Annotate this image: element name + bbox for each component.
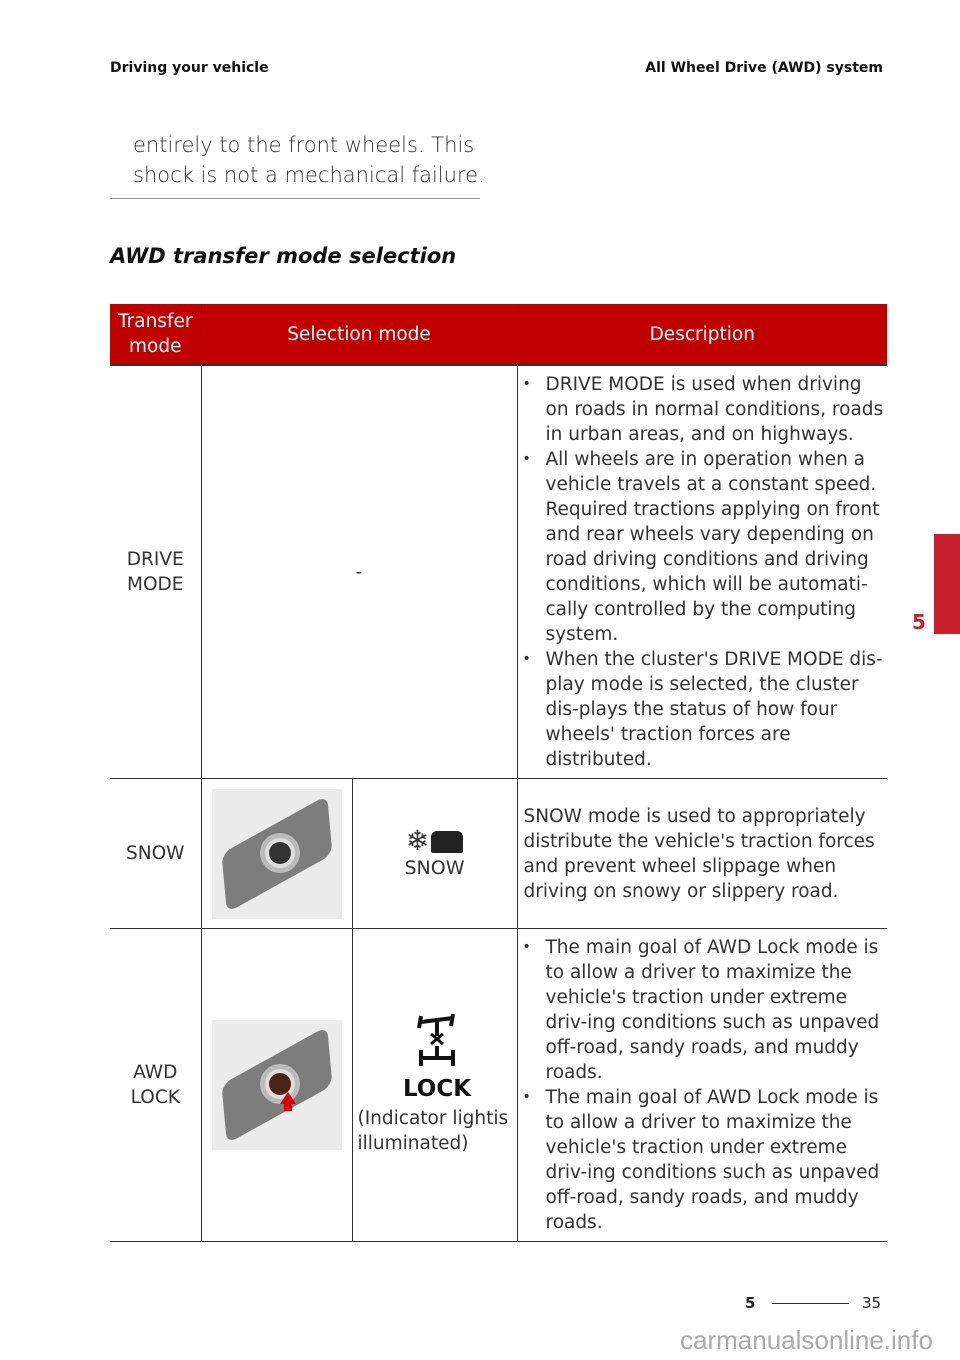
table-header-row (110, 304, 887, 365)
divider (110, 198, 480, 199)
table-row (110, 929, 887, 1242)
footer-page-number: 35 (862, 1294, 882, 1312)
bullet-item: • The main goal of AWD Lock mode is to allow a driver to maximize the vehicle's traction under extreme driv-ing conditions such as unpaved off-road, sandy roads, and muddy roads. (523, 935, 888, 1085)
mode-cell: AWD LOCK (110, 929, 201, 1242)
running-header-left: Driving your vehicle (110, 60, 269, 76)
snow-indicator-icon: ❄ (353, 826, 517, 856)
intro-line: shock is not a mechanical failure. (133, 163, 485, 187)
snow-indicator-label: SNOW (404, 857, 465, 879)
mode-cell: SNOW (110, 779, 201, 929)
header-selection-mode: Selection mode (201, 304, 517, 365)
arrow-icon (280, 1092, 296, 1104)
bullet-item: • All wheels are in operation when a vehicle travels at a constant speed. Required tractions applying on front and rear wheels vary depending on road driving conditions and driving conditions, which will be automati-cally controlled by the computing system. (523, 447, 888, 647)
selection-cell: - (201, 365, 517, 779)
snow-dial-image (212, 789, 342, 919)
section-title: AWD transfer mode selection (110, 244, 457, 268)
running-header-right: All Wheel Drive (AWD) system (645, 60, 883, 76)
lock-dial-image (212, 1020, 342, 1150)
watermark: carmanualsonline.info (680, 1325, 933, 1355)
chapter-tab (934, 534, 960, 634)
awd-lock-icon (358, 1014, 517, 1077)
indicator-note: (Indicator lightis illuminated) (357, 1108, 509, 1154)
intro-line: entirely to the front wheels. This (133, 133, 475, 157)
footer-chapter: 5 (745, 1294, 756, 1312)
indicator-cell (352, 929, 517, 1242)
intro-text (133, 130, 485, 190)
bullet-item: • When the cluster's DRIVE MODE dis-play mode is selected, the cluster dis-plays the status of how four wheels' traction forces are distributed. (523, 647, 888, 772)
description-cell: SNOW mode is used to appropriately distribute the vehicle's traction forces and prevent wheel slippage when driving on snowy or slippery road. (517, 779, 887, 929)
lock-indicator-label: LOCK (402, 1076, 472, 1102)
table-row (110, 779, 887, 929)
footer-divider (772, 1303, 849, 1304)
dial-image-cell (201, 779, 352, 929)
bullet-item: • DRIVE MODE is used when driving on roads in normal conditions, roads in urban areas, and on highways. (523, 372, 888, 447)
table-row (110, 365, 887, 779)
bullet-item: • The main goal of AWD Lock mode is to allow a driver to maximize the vehicle's traction under extreme driv-ing conditions such as unpaved off-road, sandy roads, and muddy roads. (523, 1085, 888, 1235)
header-transfer-mode: Transfer mode (110, 304, 201, 365)
awd-mode-table (110, 304, 887, 1242)
description-cell (517, 365, 887, 779)
indicator-cell (352, 779, 517, 929)
description-cell (517, 929, 887, 1242)
dial-image-cell (201, 929, 352, 1242)
mode-cell: DRIVE MODE (110, 365, 201, 779)
header-description: Description (517, 304, 887, 365)
chapter-tab-number: 5 (912, 610, 926, 634)
